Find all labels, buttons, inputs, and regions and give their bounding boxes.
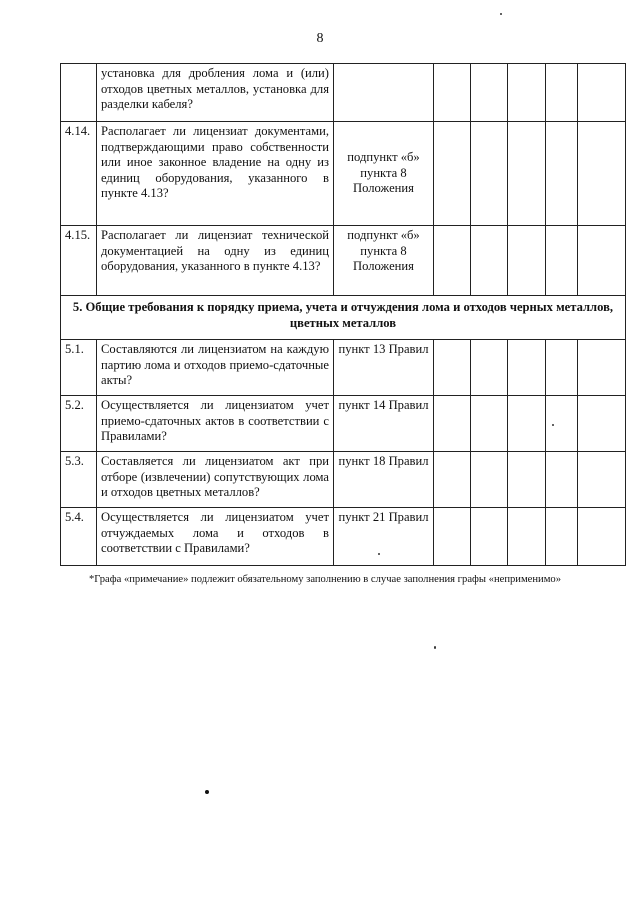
answer-na-cell[interactable] xyxy=(508,508,546,566)
answer-cell[interactable] xyxy=(546,122,578,226)
answer-yes-cell[interactable] xyxy=(434,122,471,226)
question-cell: Осуществляется ли лицензиатом учет приемо-сдаточных актов в соответствии с Правилами? xyxy=(97,396,334,452)
table-row xyxy=(61,64,626,122)
scan-speck xyxy=(552,424,554,426)
section-header-row xyxy=(61,296,626,340)
footnote: *Графа «примечание» подлежит обязательному заполнению в случае заполнения графы «неприменимо» xyxy=(89,574,561,585)
question-cell: Составляется ли лицензиатом акт при отборе (извлечении) сопутствующих лома и отходов цветных металлов? xyxy=(97,452,334,508)
answer-yes-cell[interactable] xyxy=(434,64,471,122)
answer-no-cell[interactable] xyxy=(471,452,508,508)
row-number xyxy=(61,64,97,122)
answer-yes-cell[interactable] xyxy=(434,396,471,452)
answer-yes-cell[interactable] xyxy=(434,340,471,396)
note-cell[interactable] xyxy=(578,64,626,122)
scan-speck xyxy=(434,646,436,649)
note-cell[interactable] xyxy=(578,396,626,452)
table-row xyxy=(61,396,626,452)
answer-no-cell[interactable] xyxy=(471,396,508,452)
answer-na-cell[interactable] xyxy=(508,452,546,508)
question-cell: Осуществляется ли лицензиатом учет отчуждаемых лома и отходов в соответствии с Правилами? xyxy=(97,508,334,566)
answer-cell[interactable] xyxy=(546,396,578,452)
answer-na-cell[interactable] xyxy=(508,226,546,296)
answer-cell[interactable] xyxy=(546,452,578,508)
answer-no-cell[interactable] xyxy=(471,508,508,566)
reference-cell: пункт 21 Правил xyxy=(334,508,434,566)
checklist-table xyxy=(60,63,626,566)
scan-speck xyxy=(205,790,209,794)
answer-cell[interactable] xyxy=(546,508,578,566)
row-number: 5.2. xyxy=(61,396,97,452)
answer-na-cell[interactable] xyxy=(508,340,546,396)
answer-yes-cell[interactable] xyxy=(434,508,471,566)
answer-no-cell[interactable] xyxy=(471,340,508,396)
answer-yes-cell[interactable] xyxy=(434,226,471,296)
scan-speck xyxy=(378,553,380,555)
section-title: 5. Общие требования к порядку приема, учета и отчуждения лома и отходов черных металлов, цветных металлов xyxy=(61,296,626,340)
table-row xyxy=(61,452,626,508)
reference-cell: подпункт «б» пункта 8 Положения xyxy=(334,226,434,296)
reference-cell: пункт 14 Правил xyxy=(334,396,434,452)
table-row xyxy=(61,226,626,296)
reference-cell: подпункт «б» пункта 8 Положения xyxy=(334,122,434,226)
row-number: 5.4. xyxy=(61,508,97,566)
row-number: 4.15. xyxy=(61,226,97,296)
answer-cell[interactable] xyxy=(546,340,578,396)
table-row xyxy=(61,122,626,226)
answer-na-cell[interactable] xyxy=(508,64,546,122)
note-cell[interactable] xyxy=(578,508,626,566)
question-cell: Располагает ли лицензиат документами, подтверждающими право собственности или иное законное владение на одну из единиц оборудования, указанного в пункте 4.13? xyxy=(97,122,334,226)
answer-no-cell[interactable] xyxy=(471,64,508,122)
note-cell[interactable] xyxy=(578,226,626,296)
reference-cell: пункт 13 Правил xyxy=(334,340,434,396)
answer-no-cell[interactable] xyxy=(471,122,508,226)
answer-na-cell[interactable] xyxy=(508,396,546,452)
page-number: 8 xyxy=(316,31,324,46)
reference-cell xyxy=(334,64,434,122)
note-cell[interactable] xyxy=(578,452,626,508)
answer-yes-cell[interactable] xyxy=(434,452,471,508)
answer-cell[interactable] xyxy=(546,64,578,122)
scan-speck xyxy=(500,13,502,15)
question-cell: Составляются ли лицензиатом на каждую партию лома и отходов приемо-сдаточные акты? xyxy=(97,340,334,396)
reference-cell: пункт 18 Правил xyxy=(334,452,434,508)
table-row xyxy=(61,340,626,396)
answer-na-cell[interactable] xyxy=(508,122,546,226)
row-number: 4.14. xyxy=(61,122,97,226)
question-cell: Располагает ли лицензиат технической документацией на одну из единиц оборудования, указанного в пункте 4.13? xyxy=(97,226,334,296)
note-cell[interactable] xyxy=(578,340,626,396)
answer-cell[interactable] xyxy=(546,226,578,296)
row-number: 5.1. xyxy=(61,340,97,396)
answer-no-cell[interactable] xyxy=(471,226,508,296)
note-cell[interactable] xyxy=(578,122,626,226)
question-cell: установка для дробления лома и (или) отходов цветных металлов, установка для разделки кабеля? xyxy=(97,64,334,122)
row-number: 5.3. xyxy=(61,452,97,508)
table-row xyxy=(61,508,626,566)
